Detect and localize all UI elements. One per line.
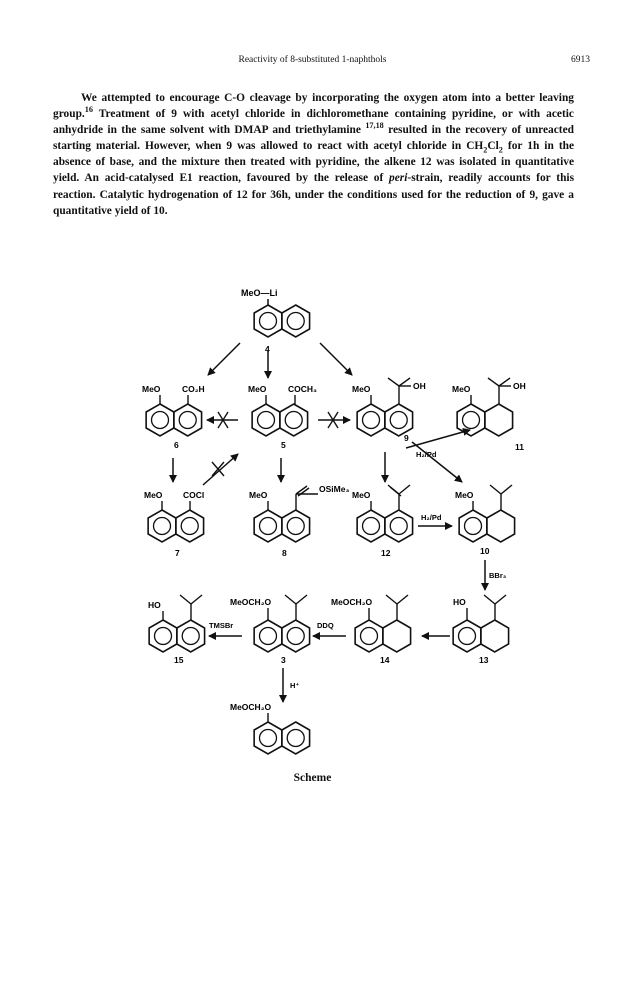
text-run: Treatment of — [92, 108, 172, 121]
substituent-label: MeO — [452, 384, 471, 394]
substituent-label: HO — [148, 600, 161, 610]
compound-number: 3 — [281, 655, 286, 665]
compound-number: 4 — [265, 344, 270, 354]
reaction-arrow — [208, 343, 240, 375]
substituent-label: MeOCH₂O — [230, 702, 272, 712]
compound-number: 12 — [381, 548, 391, 558]
reagent-label: H₂/Pd — [421, 513, 442, 522]
compound-number: 9 — [404, 433, 409, 443]
running-title: Reactivity of 8-substituted 1-naphthols — [238, 55, 387, 65]
text-run: Cl — [487, 140, 499, 153]
substituent-label: MeO — [249, 490, 268, 500]
blocked-arrow — [203, 454, 238, 485]
substituent-label: OH — [513, 381, 526, 391]
compound-7 — [144, 490, 204, 558]
italic-term: peri — [389, 172, 408, 185]
compound-13 — [453, 595, 509, 665]
substituent-label: COCl — [183, 490, 205, 500]
subscript: 2 — [483, 145, 488, 155]
page-header — [0, 55, 625, 69]
text-run: . — [164, 204, 168, 217]
compound-3 — [230, 595, 310, 665]
compound-number: 6 — [174, 440, 179, 450]
body-paragraph — [53, 90, 574, 219]
substituent-label: MeO — [144, 490, 163, 500]
compound-ref: 12 — [236, 188, 248, 201]
compound-9 — [352, 378, 426, 443]
blocked-arrow — [318, 412, 350, 428]
substituent-label: MeO — [142, 384, 161, 394]
substituent-label: HO — [453, 597, 466, 607]
scheme-caption: Scheme — [293, 772, 332, 784]
compound-number: 8 — [282, 548, 287, 558]
subscript: 2 — [498, 145, 503, 155]
compound-number: 15 — [174, 655, 184, 665]
compound-number: 7 — [175, 548, 180, 558]
reaction-arrow — [412, 442, 462, 482]
compound-11 — [452, 378, 526, 452]
reagent-label: DDQ — [317, 621, 334, 630]
blocked-arrow — [207, 412, 238, 428]
compound-4 — [241, 288, 310, 354]
reaction-scheme — [0, 270, 625, 770]
compound-ref: 9 — [529, 188, 536, 201]
text-run: was isolated in quantitative yield. An acid-catalysed E1 reaction, favoured by the release of — [53, 156, 574, 185]
text-run: for 36h, under the conditions used for the reduction of — [247, 188, 530, 201]
compound-number: 14 — [380, 655, 390, 665]
reagent-label: BBr₃ — [489, 571, 507, 580]
text-run: for 1h in the absence of base, and the mixture then treated with pyridine, the alkene — [53, 140, 575, 169]
compound-number: 11 — [515, 442, 524, 452]
text-run: , gave a quantitative yield of — [53, 188, 574, 217]
compound-ref: 9 — [171, 108, 177, 121]
substituent-label: MeO — [455, 490, 474, 500]
text-run: resulted in the recovery of unreacted starting material. However, when — [53, 124, 574, 153]
substituent-label: CO₂H — [182, 384, 205, 394]
compound-12 — [352, 485, 413, 558]
compound-number: 10 — [480, 546, 490, 556]
text-run: -strain, readily accounts for this reaction. Catalytic hydrogenation of — [53, 172, 574, 201]
compound-ref: 9 — [226, 140, 233, 153]
compound-6 — [142, 384, 205, 450]
compound-15 — [148, 595, 205, 665]
reference-superscript: 16 — [84, 105, 93, 115]
substituent-label: COCH₃ — [288, 384, 317, 394]
compound-ref: 12 — [420, 156, 432, 169]
text-run: We attempted to encourage C-O cleavage by incorporating the oxygen atom into a better leaving group. — [53, 92, 574, 121]
page-number: 6913 — [571, 55, 590, 65]
compound-14 — [331, 595, 411, 665]
substituent-label: OSiMe₃ — [319, 484, 350, 494]
compound-number: 13 — [479, 655, 489, 665]
compound-10 — [455, 485, 515, 556]
reference-superscript: 17,18 — [365, 121, 384, 131]
substituent-label: MeO — [248, 384, 267, 394]
substituent-label: MeOCH₂O — [230, 597, 272, 607]
reagent-label: H⁺ — [290, 681, 300, 690]
reagent-label: H₂/Pd — [416, 450, 437, 459]
compound-8 — [249, 484, 349, 558]
substituent-label: MeO — [352, 490, 371, 500]
compound-5 — [248, 384, 317, 450]
compound-ref: 10 — [153, 204, 165, 217]
reaction-arrow — [320, 343, 352, 375]
compound-number: 5 — [281, 440, 286, 450]
substituent-label: MeO — [352, 384, 371, 394]
reagent-label: MeO—Li — [241, 288, 278, 298]
reagent-label: TMSBr — [209, 621, 234, 630]
substituent-label: MeOCH₂O — [331, 597, 373, 607]
text-run: was allowed to react with acetyl chloride in CH — [232, 140, 484, 153]
text-run: with acetyl chloride in dichloromethane containing pyridine, or with acetic anhydride in the same solvent with DMAP and triethylamine — [53, 108, 574, 137]
compound-product — [230, 702, 310, 754]
substituent-label: OH — [413, 381, 426, 391]
